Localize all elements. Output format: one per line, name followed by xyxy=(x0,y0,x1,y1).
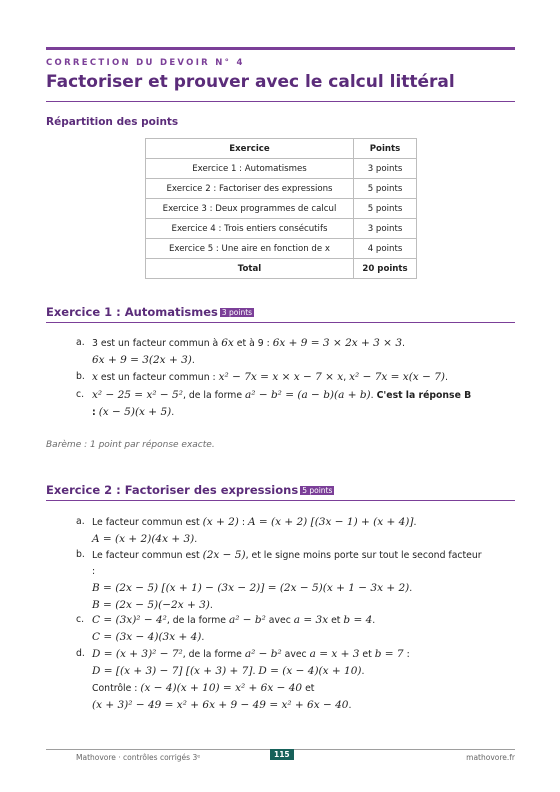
text: . xyxy=(191,355,195,366)
footer-left-text: Mathovore · contrôles corrigés 3ᵉ xyxy=(76,753,201,762)
math: x² − 7x = x × x − 7 × x xyxy=(218,371,344,383)
item-label: c. xyxy=(76,389,85,400)
math: a² − b² = (a − b)(a + b) xyxy=(245,389,371,401)
text: . xyxy=(209,600,213,611)
exercise-2-item-b xyxy=(76,547,516,614)
math: (x − 5)(x + 5) xyxy=(98,406,172,418)
text: . xyxy=(402,338,405,349)
exercise-2-item-d xyxy=(76,646,516,714)
text: Le facteur commun est xyxy=(92,550,203,561)
exercise-2-item-a xyxy=(76,514,516,548)
total-points-cell: 20 points xyxy=(354,259,417,279)
item-label: d. xyxy=(76,648,85,659)
total-label-cell: Total xyxy=(146,259,354,279)
exercise-2-title-text: Exercice 2 : Factoriser des expressions xyxy=(46,483,299,497)
math: 6x + 9 = 3(2x + 3) xyxy=(92,354,192,366)
table-row xyxy=(146,179,417,199)
top-rule xyxy=(46,47,515,50)
text: . xyxy=(348,700,352,711)
exercise-1-title xyxy=(46,305,254,319)
page-number: 115 xyxy=(270,749,294,760)
math: b = 4 xyxy=(343,614,373,626)
column-header-points: Points xyxy=(354,139,417,159)
text: . xyxy=(409,583,413,594)
points-cell: 5 points xyxy=(354,179,417,199)
text: avec xyxy=(281,649,310,660)
math: B = (2x − 5) [(x + 1) − (3x − 2)] = (2x − 5)(x + 1 − 3x + 2) xyxy=(92,582,410,594)
math: (x + 3)² − 49 = x² + 6x + 9 − 49 = x² + 6x − 40 xyxy=(92,699,349,711)
exercise-cell: Exercice 2 : Factoriser des expressions xyxy=(146,179,354,199)
exercise-1-item-c xyxy=(76,387,516,421)
item-label: a. xyxy=(76,516,85,527)
math: A = (x + 2) [(3x − 1) + (x + 4)] xyxy=(247,516,414,528)
points-heading: Répartition des points xyxy=(46,116,179,128)
points-cell: 3 points xyxy=(354,219,417,239)
math: 6x + 9 = 3 × 2x + 3 × 3 xyxy=(272,337,402,349)
text: et xyxy=(302,683,315,694)
text: , de la forme xyxy=(182,649,245,660)
math: B = (2x − 5)(−2x + 3) xyxy=(92,599,210,611)
math: A = (x + 2)(4x + 3) xyxy=(92,533,195,545)
exercise-2-points-badge: 5 points xyxy=(302,486,333,495)
exercise-2-rule xyxy=(46,500,515,501)
math: D = (x − 4)(x + 10) xyxy=(258,665,362,677)
math: x² − 7x = x(x − 7) xyxy=(349,371,445,383)
math: a = x + 3 xyxy=(309,648,360,660)
text: . xyxy=(252,666,259,677)
table-row xyxy=(146,159,417,179)
text: avec xyxy=(265,615,294,626)
table-total-row xyxy=(146,259,417,279)
text: et xyxy=(359,649,375,660)
exercise-1-item-b xyxy=(76,369,516,386)
math: 6x xyxy=(221,337,234,349)
text: , xyxy=(343,372,350,383)
math: b = 7 xyxy=(374,648,404,660)
points-cell: 3 points xyxy=(354,159,417,179)
text: , de la forme xyxy=(182,390,246,401)
points-cell: 5 points xyxy=(354,199,417,219)
exercise-cell: Exercice 4 : Trois entiers consécutifs xyxy=(146,219,354,239)
grading-note: Barème : 1 point par réponse exacte. xyxy=(46,440,215,450)
text: : xyxy=(403,649,410,660)
exercise-2-title xyxy=(46,483,334,497)
table-row xyxy=(146,199,417,219)
math: (x − 4)(x + 10) = x² + 6x − 40 xyxy=(140,682,303,694)
document-kicker: CORRECTION DU DEVOIR N° 4 xyxy=(46,58,245,68)
title-rule xyxy=(46,101,515,102)
exercise-1-title-text: Exercice 1 : Automatismes xyxy=(46,305,218,319)
text: . xyxy=(372,615,376,626)
text: . xyxy=(413,517,417,528)
footer-site-link[interactable]: mathovore.fr xyxy=(466,753,515,762)
math: D = (x + 3)² − 7² xyxy=(92,648,183,660)
points-table xyxy=(145,138,417,279)
table-row xyxy=(146,239,417,259)
text: . xyxy=(201,632,205,643)
table-header-row xyxy=(146,139,417,159)
text: 3 est un facteur commun à xyxy=(92,338,222,349)
math: (x + 2) xyxy=(202,516,239,528)
points-cell: 4 points xyxy=(354,239,417,259)
exercise-cell: Exercice 5 : Une aire en fonction de x xyxy=(146,239,354,259)
answer-bold: C'est la réponse B xyxy=(376,390,472,401)
exercise-cell: Exercice 3 : Deux programmes de calcul xyxy=(146,199,354,219)
text: . xyxy=(361,666,365,677)
math: D = [(x + 3) − 7] [(x + 3) + 7] xyxy=(92,665,253,677)
math: (2x − 5) xyxy=(202,549,246,561)
exercise-2-item-c xyxy=(76,612,516,646)
exercise-1-rule xyxy=(46,322,515,323)
exercise-cell: Exercice 1 : Automatismes xyxy=(146,159,354,179)
text: , et le signe moins porte sur tout le second facteur : xyxy=(92,550,482,577)
text: et à 9 : xyxy=(233,338,273,349)
math: C = (3x − 4)(3x + 4) xyxy=(92,631,202,643)
exercise-1-item-a xyxy=(76,335,516,369)
text: Contrôle : xyxy=(92,683,141,694)
answer-bold: : xyxy=(92,407,96,418)
math: a = 3x xyxy=(293,614,329,626)
text: est un facteur commun : xyxy=(97,372,219,383)
math: a² − b² xyxy=(228,614,266,626)
table-row xyxy=(146,219,417,239)
item-label: b. xyxy=(76,371,85,382)
text: et xyxy=(328,615,344,626)
column-header-exercise: Exercice xyxy=(146,139,354,159)
item-label: b. xyxy=(76,549,85,560)
text: : xyxy=(238,517,248,528)
text: . xyxy=(194,534,198,545)
text: . xyxy=(444,372,448,383)
page-title: Factoriser et prouver avec le calcul littéral xyxy=(46,72,455,92)
text: . xyxy=(370,390,377,401)
text: , de la forme xyxy=(166,615,229,626)
math: x² − 25 = x² − 5² xyxy=(92,389,183,401)
text: . xyxy=(171,407,175,418)
math: C = (3x)² − 4² xyxy=(92,614,167,626)
item-label: a. xyxy=(76,337,85,348)
math: a² − b² xyxy=(244,648,282,660)
text: Le facteur commun est xyxy=(92,517,203,528)
exercise-1-points-badge: 3 points xyxy=(221,308,253,317)
math: x xyxy=(92,371,98,383)
item-label: c. xyxy=(76,614,85,625)
